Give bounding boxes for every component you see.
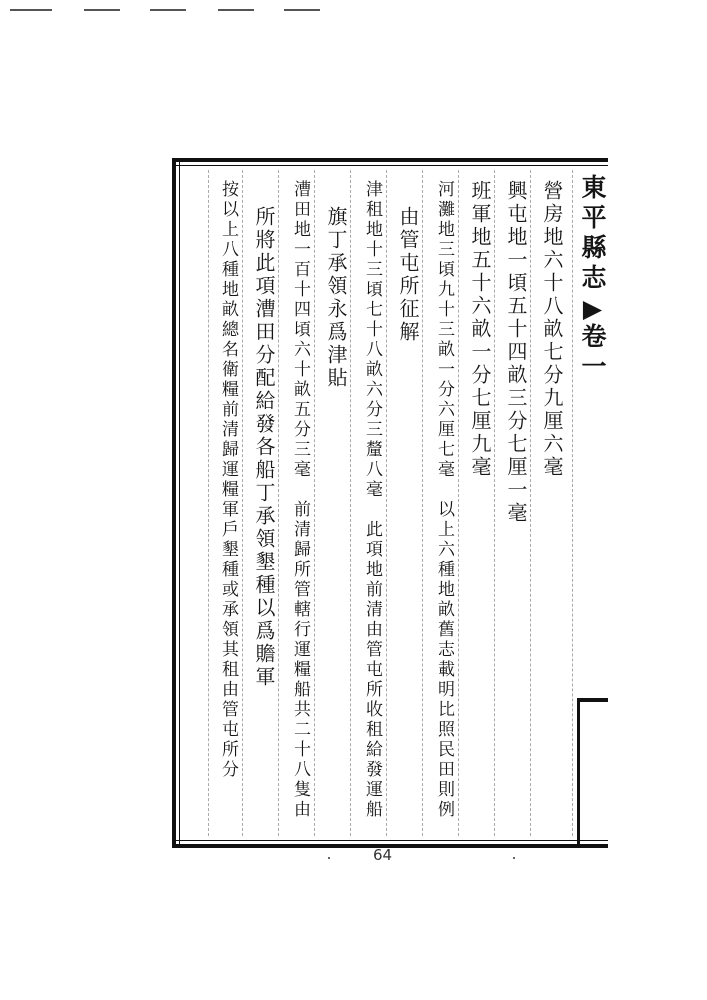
running-header (578, 174, 607, 383)
column-guide (572, 170, 573, 836)
frame-border-top-inner (172, 165, 608, 166)
text-column-5: 由管屯所征解 (396, 206, 420, 344)
scan-top-rule (218, 9, 254, 11)
column-guide (314, 170, 315, 836)
scan-top-rule (150, 9, 186, 11)
column-guide (422, 170, 423, 836)
text-column-4: 河灘地三頃九十三畝一分六厘七毫 以上六種地畝舊志載明比照民田則例 (434, 180, 454, 820)
column-guide (494, 170, 495, 836)
scan-top-rule (284, 9, 320, 11)
frame-border-left-inner (179, 158, 180, 848)
running-header-title: 東平縣志 (578, 174, 607, 294)
running-header-volume: 卷一 (578, 323, 607, 383)
text-column-6: 津租地十三頃七十八畝六分三釐八毫 此項地前清由管屯所收租給發運船 (362, 180, 382, 820)
column-guide (278, 170, 279, 836)
header-separator: ▶ (578, 294, 607, 323)
text-column-10: 按以上八種地畝總名衛糧前清歸運糧軍戶墾種或承領其租由管屯所分 (218, 180, 238, 780)
text-column-7: 旗丁承領永爲津貼 (324, 206, 348, 390)
text-column-3: 班軍地五十六畝一分七厘九毫 (468, 180, 492, 479)
text-column-1: 營房地六十八畝七分九厘六毫 (540, 180, 564, 479)
text-column-9: 所將此項漕田分配給發各船丁承領墾種以爲贍軍 (252, 206, 276, 689)
page-frame (172, 158, 608, 848)
frame-border-left (172, 158, 176, 848)
column-guide (350, 170, 351, 836)
column-guide (242, 170, 243, 836)
scan-top-rule (84, 9, 120, 11)
column-guide (208, 170, 209, 836)
frame-border-top (172, 158, 608, 162)
column-guide (458, 170, 459, 836)
scan-speck (513, 857, 515, 859)
scan-speck (328, 857, 330, 859)
scan-top-rule (10, 9, 52, 11)
frame-border-bottom-inner (172, 840, 608, 841)
column-guide (386, 170, 387, 836)
fish-tail-mark (577, 698, 608, 848)
column-guide (530, 170, 531, 836)
text-column-8: 漕田地一百十四頃六十畝五分三毫 前清歸所管轄行運糧船共二十八隻由 (290, 180, 310, 820)
page-number: 64 (373, 846, 393, 864)
text-column-2: 興屯地一頃五十四畝三分七厘一毫 (504, 180, 528, 525)
